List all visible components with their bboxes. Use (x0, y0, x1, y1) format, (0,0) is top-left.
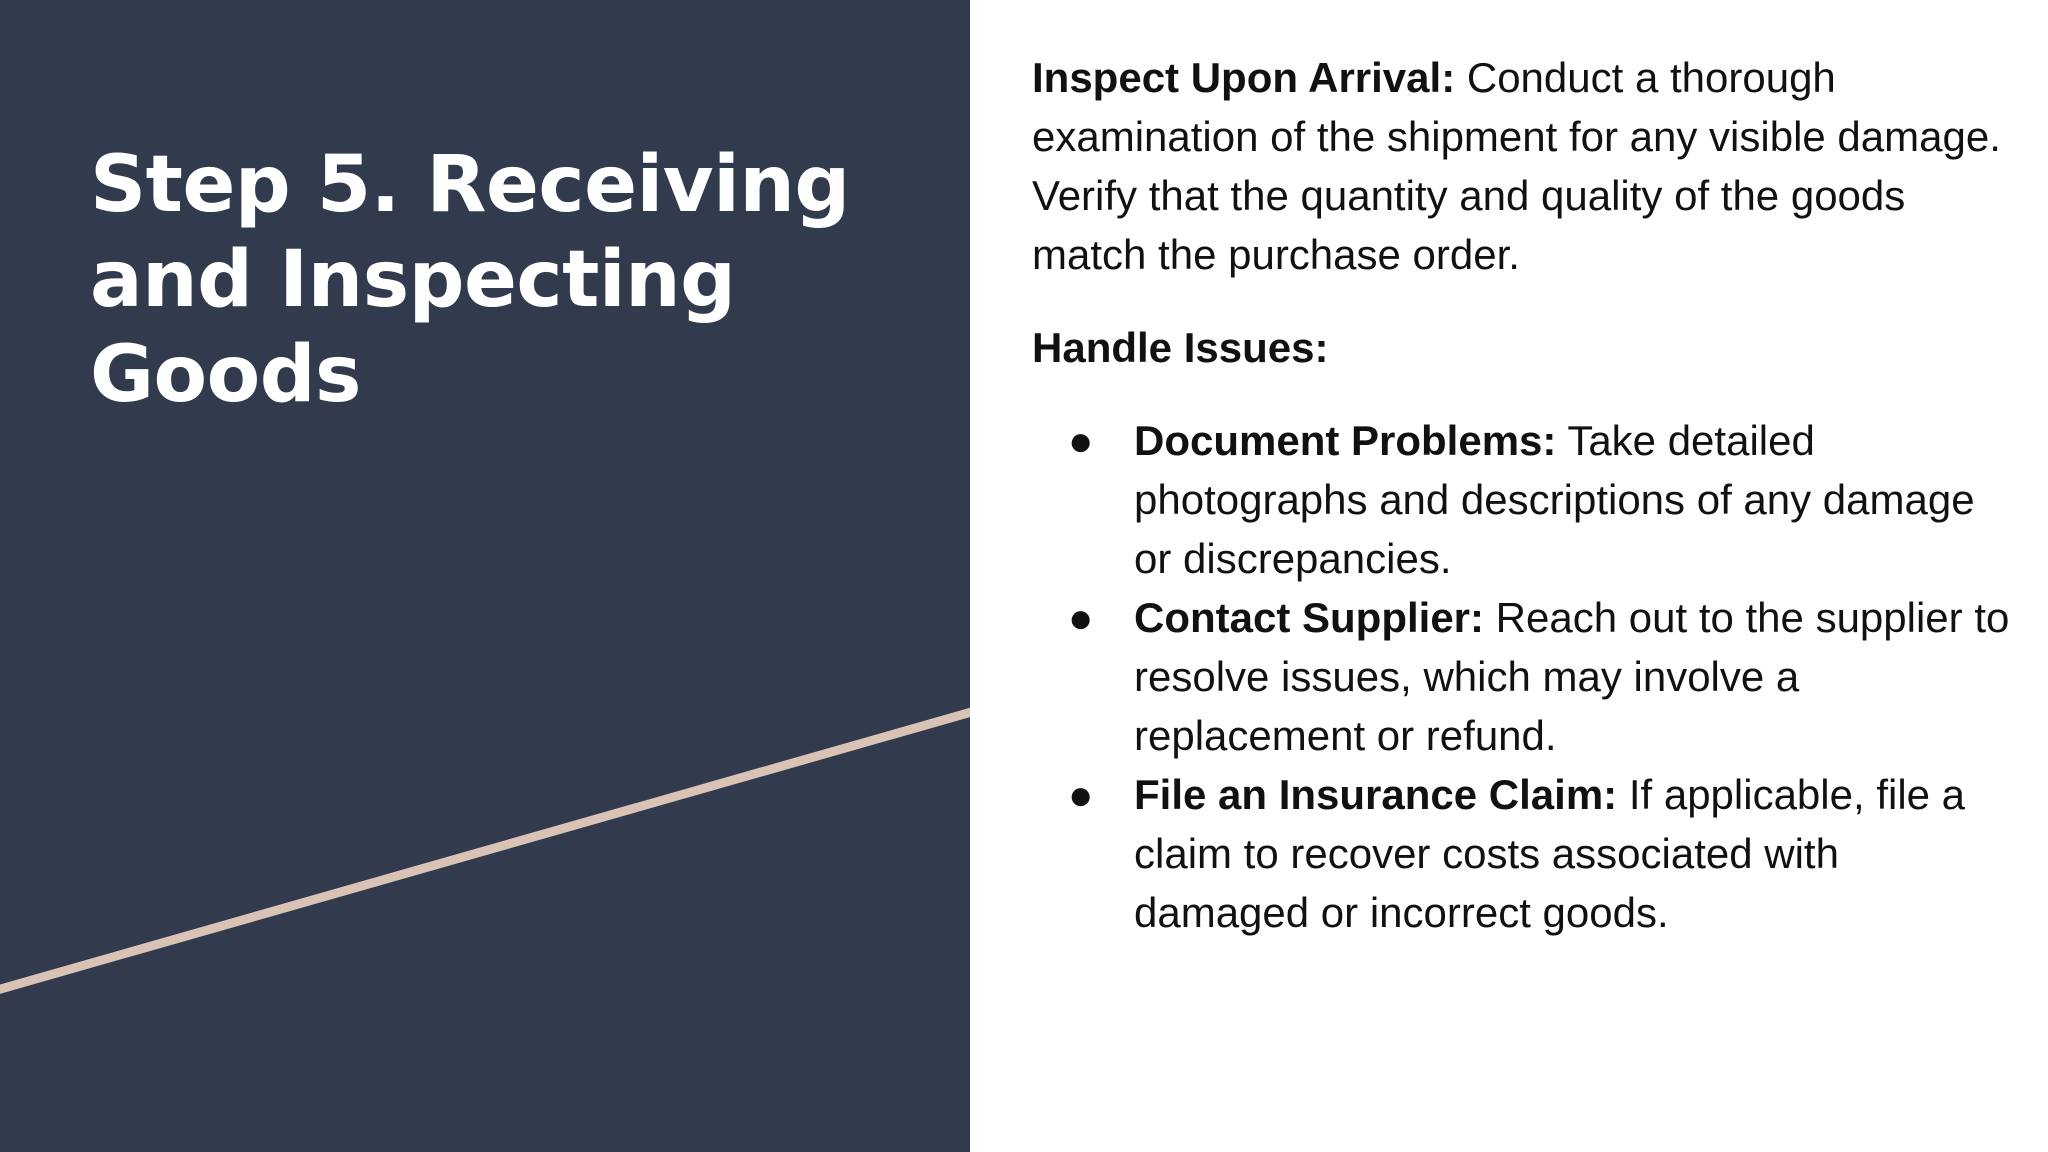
bullet-icon: ● (1068, 417, 1094, 464)
item-text: Take detailed photographs and descriptions of any damage or discrepancies. (1134, 417, 1975, 582)
accent-line-stroke (0, 711, 970, 992)
item-text: Reach out to the supplier to resolve issues, which may involve a replacement or refund. (1134, 594, 2010, 759)
list-item (1032, 765, 2012, 942)
inspect-text: Conduct a thorough examination of the shipment for any visible damage. Verify that the quantity and quality of the goods match the purchase order. (1032, 54, 2001, 278)
item-label: File an Insurance Claim: (1134, 771, 1618, 818)
item-text: If applicable, file a claim to recover costs associated with damaged or incorrect goods. (1134, 771, 1966, 936)
inspect-label: Inspect Upon Arrival: (1032, 54, 1456, 101)
list-item (1032, 588, 2012, 765)
inspect-paragraph (1032, 48, 2012, 284)
title-panel (0, 0, 970, 1152)
slide-title: Step 5. Receiving and Inspecting Goods (90, 140, 850, 420)
list-item (1032, 411, 2012, 588)
item-label: Contact Supplier: (1134, 594, 1485, 641)
item-label: Document Problems: (1134, 417, 1557, 464)
handle-issues-heading: Handle Issues: (1032, 324, 1329, 371)
issues-list (1032, 411, 2012, 942)
bullet-icon: ● (1068, 594, 1094, 641)
bullet-icon: ● (1068, 771, 1094, 818)
content-panel (1032, 48, 2012, 942)
